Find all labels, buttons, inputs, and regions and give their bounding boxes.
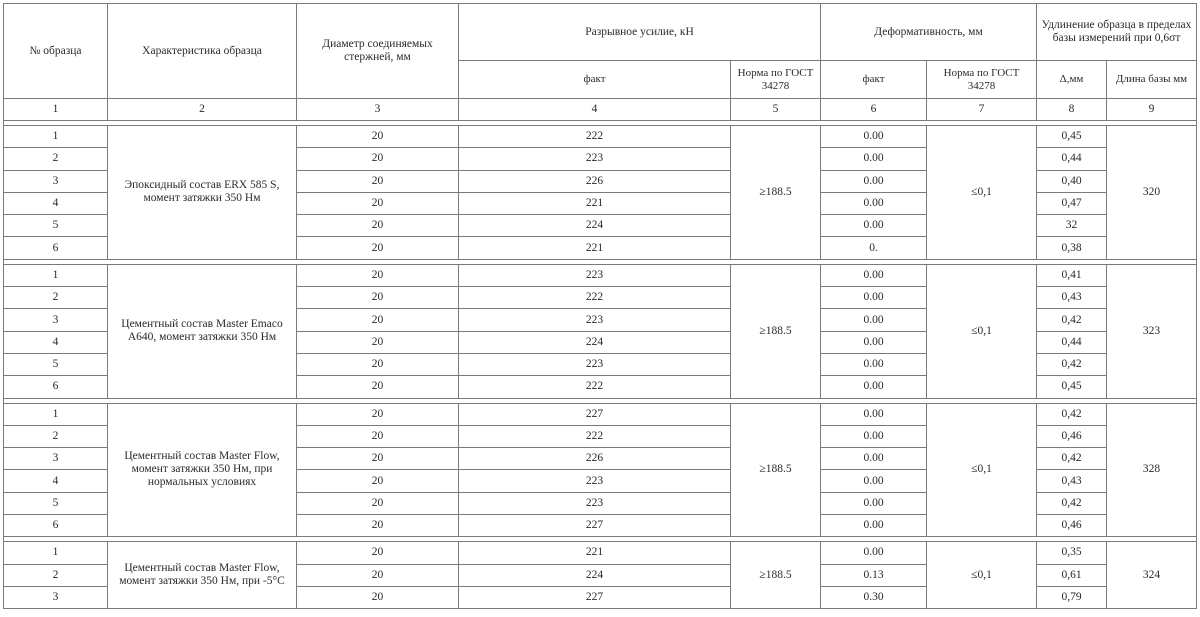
column-number: 3: [297, 99, 459, 121]
rod-diameter: 20: [297, 331, 459, 353]
header-delta: Δ,мм: [1037, 61, 1107, 99]
deformability-norm: ≤0,1: [927, 542, 1037, 609]
table-row: [4, 403, 1197, 425]
rod-diameter: 20: [297, 309, 459, 331]
rod-diameter: 20: [297, 542, 459, 564]
column-number: 1: [4, 99, 108, 121]
elongation-delta: 0,61: [1037, 564, 1107, 586]
column-number: 7: [927, 99, 1037, 121]
header-fact-def: факт: [821, 61, 927, 99]
rod-diameter: 20: [297, 170, 459, 192]
elongation-delta: 32: [1037, 215, 1107, 237]
breaking-force-fact: 227: [459, 403, 731, 425]
elongation-delta: 0,79: [1037, 586, 1107, 608]
sample-number: 2: [4, 287, 108, 309]
deformability-fact: 0.00: [821, 215, 927, 237]
header-characteristic: Характеристика образца: [108, 4, 297, 99]
column-number: 6: [821, 99, 927, 121]
sample-number: 3: [4, 309, 108, 331]
sample-number: 5: [4, 492, 108, 514]
elongation-delta: 0,42: [1037, 353, 1107, 375]
breaking-force-norm: ≥188.5: [731, 403, 821, 537]
breaking-force-fact: 222: [459, 376, 731, 398]
column-number: 2: [108, 99, 297, 121]
breaking-force-fact: 222: [459, 126, 731, 148]
elongation-delta: 0,45: [1037, 126, 1107, 148]
elongation-delta: 0,42: [1037, 403, 1107, 425]
breaking-force-fact: 226: [459, 448, 731, 470]
sample-number: 4: [4, 331, 108, 353]
breaking-force-fact: 222: [459, 425, 731, 447]
base-length: 320: [1107, 126, 1197, 260]
base-length: 323: [1107, 264, 1197, 398]
sample-number: 3: [4, 170, 108, 192]
deformability-norm: ≤0,1: [927, 126, 1037, 260]
elongation-delta: 0,43: [1037, 287, 1107, 309]
sample-number: 5: [4, 353, 108, 375]
rod-diameter: 20: [297, 470, 459, 492]
sample-number: 1: [4, 542, 108, 564]
breaking-force-fact: 224: [459, 331, 731, 353]
header-norm-def: Норма по ГОСТ 34278: [927, 61, 1037, 99]
base-length: 328: [1107, 403, 1197, 537]
elongation-delta: 0,42: [1037, 448, 1107, 470]
deformability-fact: 0.00: [821, 403, 927, 425]
results-table: [3, 3, 1197, 609]
rod-diameter: 20: [297, 192, 459, 214]
sample-number: 6: [4, 237, 108, 259]
elongation-delta: 0,44: [1037, 148, 1107, 170]
deformability-fact: 0.00: [821, 542, 927, 564]
breaking-force-fact: 222: [459, 287, 731, 309]
rod-diameter: 20: [297, 515, 459, 537]
sample-number: 4: [4, 470, 108, 492]
table-row: [4, 542, 1197, 564]
rod-diameter: 20: [297, 448, 459, 470]
deformability-fact: 0.00: [821, 470, 927, 492]
breaking-force-fact: 224: [459, 564, 731, 586]
breaking-force-norm: ≥188.5: [731, 264, 821, 398]
deformability-norm: ≤0,1: [927, 403, 1037, 537]
breaking-force-fact: 221: [459, 542, 731, 564]
elongation-delta: 0,38: [1037, 237, 1107, 259]
rod-diameter: 20: [297, 148, 459, 170]
deformability-fact: 0.00: [821, 148, 927, 170]
header-diameter: Диаметр соединяемых стержней, мм: [297, 4, 459, 99]
column-number: 4: [459, 99, 731, 121]
deformability-fact: 0.00: [821, 192, 927, 214]
elongation-delta: 0,42: [1037, 492, 1107, 514]
breaking-force-fact: 224: [459, 215, 731, 237]
column-number: 9: [1107, 99, 1197, 121]
rod-diameter: 20: [297, 287, 459, 309]
deformability-fact: 0.00: [821, 331, 927, 353]
breaking-force-fact: 227: [459, 515, 731, 537]
base-length: 324: [1107, 542, 1197, 609]
header-base-length: Длина базы мм: [1107, 61, 1197, 99]
elongation-delta: 0,47: [1037, 192, 1107, 214]
deformability-fact: 0.00: [821, 376, 927, 398]
elongation-delta: 0,46: [1037, 515, 1107, 537]
rod-diameter: 20: [297, 376, 459, 398]
elongation-delta: 0,46: [1037, 425, 1107, 447]
breaking-force-fact: 226: [459, 170, 731, 192]
header-sample-no: № образца: [4, 4, 108, 99]
breaking-force-fact: 227: [459, 586, 731, 608]
breaking-force-fact: 223: [459, 492, 731, 514]
deformability-fact: 0.00: [821, 448, 927, 470]
deformability-fact: 0.30: [821, 586, 927, 608]
column-number: 5: [731, 99, 821, 121]
rod-diameter: 20: [297, 353, 459, 375]
header-breaking-force: Разрывное усилие, кН: [459, 4, 821, 61]
breaking-force-fact: 221: [459, 237, 731, 259]
table-row: [4, 126, 1197, 148]
column-number: 8: [1037, 99, 1107, 121]
deformability-norm: ≤0,1: [927, 264, 1037, 398]
elongation-delta: 0,45: [1037, 376, 1107, 398]
header-deformability: Деформативность, мм: [821, 4, 1037, 61]
sample-number: 3: [4, 586, 108, 608]
deformability-fact: 0.00: [821, 515, 927, 537]
sample-number: 6: [4, 515, 108, 537]
sample-number: 3: [4, 448, 108, 470]
sample-number: 2: [4, 148, 108, 170]
sample-number: 1: [4, 403, 108, 425]
header-fact-force: факт: [459, 61, 731, 99]
elongation-delta: 0,41: [1037, 264, 1107, 286]
deformability-fact: 0.00: [821, 287, 927, 309]
breaking-force-fact: 223: [459, 264, 731, 286]
header-norm-force: Норма по ГОСТ 34278: [731, 61, 821, 99]
elongation-delta: 0,40: [1037, 170, 1107, 192]
elongation-delta: 0,35: [1037, 542, 1107, 564]
breaking-force-fact: 223: [459, 148, 731, 170]
sample-characteristic: Цементный состав Master Flow, момент затяжки 350 Нм, при -5°С: [108, 542, 297, 609]
rod-diameter: 20: [297, 264, 459, 286]
sample-number: 4: [4, 192, 108, 214]
deformability-fact: 0.00: [821, 264, 927, 286]
breaking-force-fact: 223: [459, 309, 731, 331]
rod-diameter: 20: [297, 492, 459, 514]
sample-number: 5: [4, 215, 108, 237]
sample-number: 1: [4, 126, 108, 148]
sample-number: 1: [4, 264, 108, 286]
deformability-fact: 0.: [821, 237, 927, 259]
rod-diameter: 20: [297, 403, 459, 425]
elongation-delta: 0,42: [1037, 309, 1107, 331]
header-elongation: Удлинение образца в пределах базы измерений при 0,6σт: [1037, 4, 1197, 61]
elongation-delta: 0,44: [1037, 331, 1107, 353]
deformability-fact: 0.00: [821, 170, 927, 192]
table-row: [4, 264, 1197, 286]
deformability-fact: 0.00: [821, 126, 927, 148]
elongation-delta: 0,43: [1037, 470, 1107, 492]
sample-characteristic: Эпоксидный состав ERX 585 S, момент затяжки 350 Нм: [108, 126, 297, 260]
breaking-force-norm: ≥188.5: [731, 126, 821, 260]
table-body: [4, 121, 1197, 609]
breaking-force-fact: 221: [459, 192, 731, 214]
rod-diameter: 20: [297, 215, 459, 237]
deformability-fact: 0.00: [821, 492, 927, 514]
breaking-force-fact: 223: [459, 470, 731, 492]
sample-number: 2: [4, 425, 108, 447]
deformability-fact: 0.00: [821, 425, 927, 447]
breaking-force-fact: 223: [459, 353, 731, 375]
deformability-fact: 0.00: [821, 309, 927, 331]
breaking-force-norm: ≥188.5: [731, 542, 821, 609]
rod-diameter: 20: [297, 425, 459, 447]
deformability-fact: 0.13: [821, 564, 927, 586]
sample-number: 2: [4, 564, 108, 586]
sample-number: 6: [4, 376, 108, 398]
sample-characteristic: Цементный состав Master Flow, момент затяжки 350 Нм, при нормальных условиях: [108, 403, 297, 537]
rod-diameter: 20: [297, 126, 459, 148]
sample-characteristic: Цементный состав Master Emaco A640, момент затяжки 350 Нм: [108, 264, 297, 398]
deformability-fact: 0.00: [821, 353, 927, 375]
rod-diameter: 20: [297, 586, 459, 608]
rod-diameter: 20: [297, 237, 459, 259]
rod-diameter: 20: [297, 564, 459, 586]
